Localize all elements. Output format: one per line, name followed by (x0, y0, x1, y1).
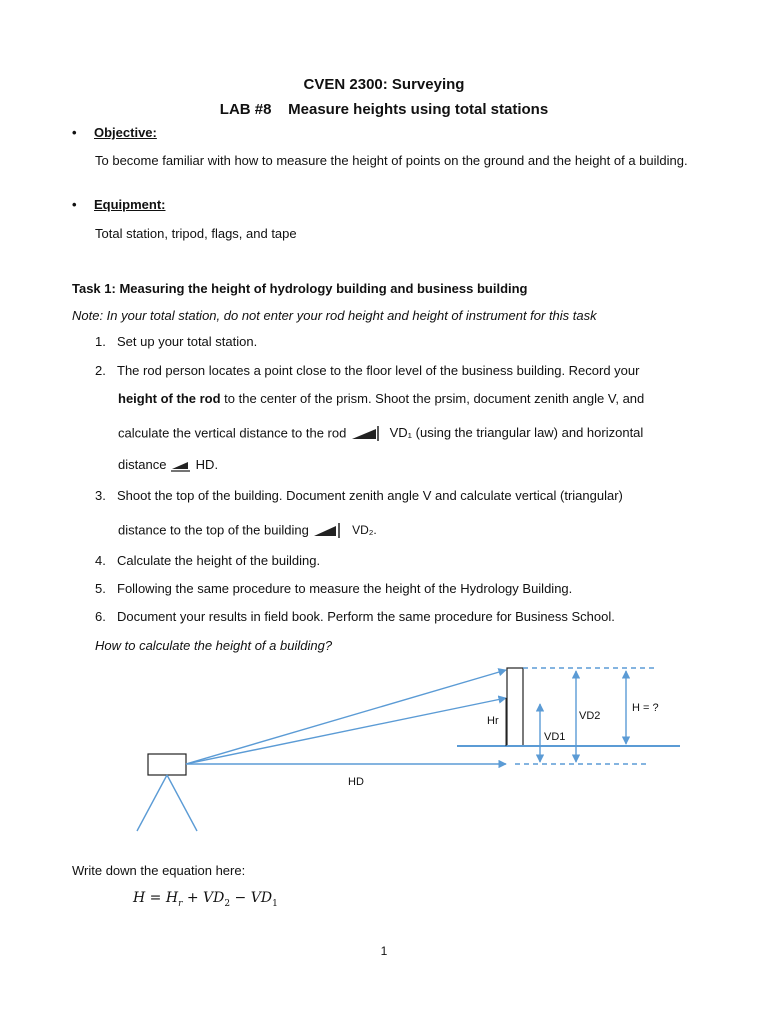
total-station-icon (148, 754, 186, 775)
equipment-text: Total station, tripod, flags, and tape (95, 226, 297, 241)
hr-label: Hr (487, 715, 499, 727)
lab-title: LAB #8 Measure heights using total stations (219, 101, 549, 118)
tripod-leg-left (137, 775, 167, 831)
step-2-line-2: height of the rod to the center of the prism. Shoot the prsim, document zenith angle V, and (118, 391, 645, 406)
step-2-line-4: distance HD. (118, 457, 219, 472)
bullet-icon: • (72, 125, 77, 140)
sight-line-top (186, 670, 506, 764)
height-equation: $H = H_r + VD_2 - VD_1$ (133, 890, 278, 909)
vd1-label: VD1 (544, 731, 566, 743)
objective-text: To become familiar with how to measure the height of points on the ground and the height of a building. (95, 153, 688, 168)
building (507, 668, 523, 746)
howto-caption: How to calculate the height of a building? (95, 638, 333, 653)
step-6: 6. Document your results in field book. Perform the same procedure for Business School. (95, 609, 615, 624)
step-2-line-3: calculate the vertical distance to the rod VD₁ (using the triangular law) and horizontal (118, 425, 643, 443)
vd2-label: VD2 (579, 710, 601, 722)
sight-line-rod (186, 698, 506, 764)
step-3-line-2: distance to the top of the building VD₂. (118, 522, 377, 540)
course-title: CVEN 2300: Surveying (303, 76, 465, 93)
page-number: 1 (380, 944, 388, 958)
bullet-icon: • (72, 197, 77, 212)
equation-prompt: Write down the equation here: (72, 863, 246, 878)
task-title: Task 1: Measuring the height of hydrology building and business building (72, 281, 528, 296)
step-2: 2. The rod person locates a point close to the floor level of the business building. Record your (95, 363, 640, 378)
hd-label: HD (348, 776, 364, 788)
step-1: 1. Set up your total station. (95, 334, 258, 349)
task-note: Note: In your total station, do not enter your rod height and height of instrument for this task (72, 308, 597, 323)
tripod-leg-right (167, 775, 197, 831)
equipment-heading: • Equipment: (72, 197, 166, 212)
h-label: H = ? (632, 702, 659, 714)
step-5: 5. Following the same procedure to measure the height of the Hydrology Building. (95, 581, 573, 596)
step-4: 4. Calculate the height of the building. (95, 553, 321, 568)
objective-heading: • Objective: (72, 125, 157, 140)
step-3: 3. Shoot the top of the building. Document zenith angle V and calculate vertical (triangular) (95, 488, 623, 503)
